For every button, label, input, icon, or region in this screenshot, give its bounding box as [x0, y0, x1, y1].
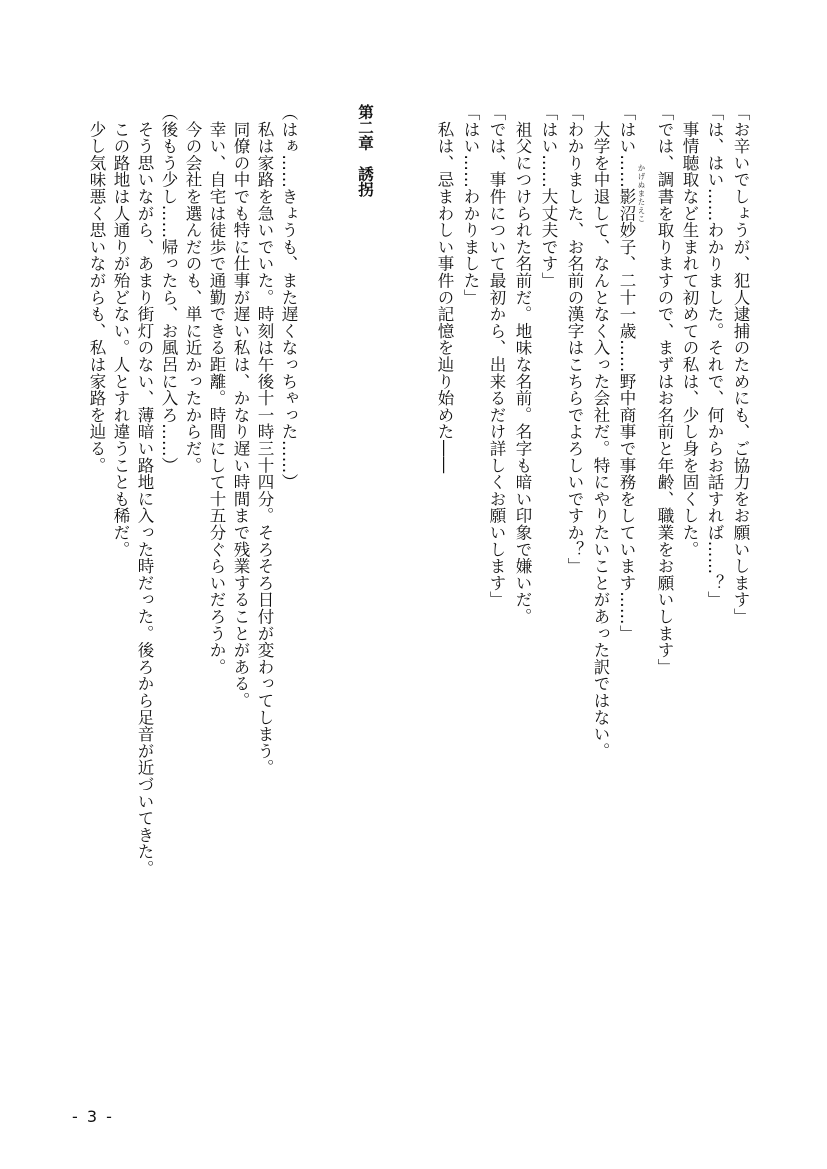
text-line: 私は家路を急いでいた。時刻は午後十一時三十四分。そろそろ日付が変わってしまう。: [255, 104, 274, 776]
text-line: 「では、事件について最初から、出来るだけ詳しくお願いします」: [487, 104, 506, 608]
page-number: - 3 -: [72, 1107, 114, 1126]
text-line: 大学を中退して、なんとなく入った会社だ。特にやりたいことがあった訳ではない。: [591, 104, 610, 760]
ruby-annotation: かげぬまたえこ: [637, 164, 646, 224]
text-line: 祖父につけられた名前だ。地味な名前。名字も暗い印象で嫌いだ。: [513, 104, 532, 625]
text-line: 「はい……大丈夫です」: [539, 104, 558, 289]
text-line: （はぁ……きょうも、また遅くなっちゃった……）: [279, 104, 298, 491]
chapter-heading: 第二章 誘拐: [356, 104, 374, 197]
text-line: 私は、忌まわしい事件の記憶を辿り始めた――: [435, 104, 454, 474]
text-line: 「わかりました、お名前の漢字はこちらでよろしいですか？」: [565, 104, 584, 575]
text-line: そう思いながら、あまり街灯のない、薄暗い路地に入った時だった。後ろから足音が近づいてきた。: [135, 104, 154, 877]
text-line: 「お辛いでしょうが、犯人逮捕のためにも、ご協力をお願いします」: [731, 104, 750, 625]
text-line: 「では、調書を取りますので、まずはお名前と年齢、職業をお願いします」: [655, 104, 674, 676]
text-line: 「はい……わかりました」: [461, 104, 480, 306]
text-line: 事情聴取など生まれて初めての私は、少し身を固くした。: [680, 104, 699, 558]
text-line: 「は、はい……わかりました。それで、何からお話すれば……？」: [705, 104, 724, 608]
text-line: 「はい……影沼妙子、二十一歳……野中商事で事務をしています……」: [617, 104, 636, 642]
text-line: 幸い、自宅は徒歩で通勤できる距離。時間にして十五分ぐらいだろうか。: [207, 104, 226, 676]
text-line: 今の会社を選んだのも、単に近かったからだ。: [183, 104, 202, 474]
text-line: 同僚の中でも特に仕事が遅い私は、かなり遅い時間まで残業することがある。: [231, 104, 250, 709]
text-line: この路地は人通りが殆どない。人とすれ違うことも稀だ。: [111, 104, 130, 558]
text-line: （後もう少し……帰ったら、お風呂に入ろ……）: [159, 104, 178, 474]
text-line: 少し気味悪く思いながらも、私は家路を辿る。: [87, 104, 106, 474]
